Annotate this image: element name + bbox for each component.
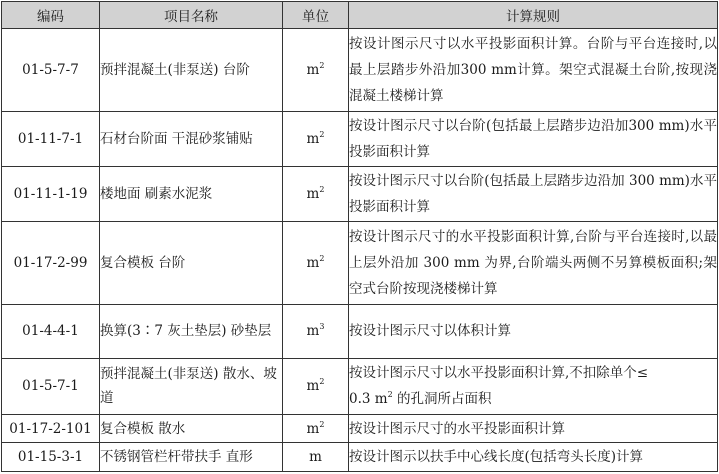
item-name: 预拌混凝土(非泵送) 散水、坡道 [100,358,283,414]
item-rule: 按设计图示尺寸的水平投影面积计算 [349,414,718,443]
table-row [2,166,718,221]
header-rule: 计算规则 [349,2,718,29]
item-code: 01-11-1-19 [2,166,100,221]
header-unit: 单位 [283,2,349,29]
item-rule: 按设计图示以扶手中心线长度(包括弯头长度)计算 [349,443,718,472]
item-unit: m [283,443,349,472]
item-unit: $m^2$ [283,414,349,443]
table-row [2,304,718,358]
item-unit: $m^2$ [283,358,349,414]
item-name: 石材台阶面 干混砂浆铺贴 [100,111,283,166]
item-rule: 按设计图示尺寸以水平投影面积计算。台阶与平台连接时,以最上层踏步外沿加300 mm计算。架空式混凝土台阶,按现浇混凝土楼梯计算 [349,29,718,112]
calculation-rules-table [1,1,718,472]
table-row [2,111,718,166]
item-code: 01-17-2-101 [2,414,100,443]
table-row [2,443,718,472]
item-code: 01-4-4-1 [2,304,100,358]
item-code: 01-17-2-99 [2,221,100,304]
item-code: 01-11-7-1 [2,111,100,166]
header-code: 编码 [2,2,100,29]
item-unit: $m^2$ [283,111,349,166]
item-rule: 按设计图示尺寸以台阶(包括最上层踏步边沿加 300 mm)水平投影面积计算 [349,166,718,221]
header-name: 项目名称 [100,2,283,29]
item-code: 01-15-3-1 [2,443,100,472]
item-rule: 按设计图示尺寸以台阶(包括最上层踏步边沿加300 mm)水平投影面积计算 [349,111,718,166]
item-name: 楼地面 刷素水泥浆 [100,166,283,221]
table-row [2,358,718,414]
item-name: 不锈钢管栏杆带扶手 直形 [100,443,283,472]
item-name: 预拌混凝土(非泵送) 台阶 [100,29,283,112]
item-unit: $m^2$ [283,166,349,221]
item-unit: $m^2$ [283,29,349,112]
table-row [2,221,718,304]
item-code: 01-5-7-7 [2,29,100,112]
table-header-row [2,2,718,29]
item-rule: 按设计图示尺寸以水平投影面积计算,不扣除单个≤ 0.3 $m^2$ 的孔洞所占面积 [349,358,718,414]
item-unit: $m^3$ [283,304,349,358]
item-name: 换算(3∶7 灰土垫层) 砂垫层 [100,304,283,358]
table-row [2,414,718,443]
item-rule: 按设计图示尺寸的水平投影面积计算,台阶与平台连接时,以最上层外沿加 300 mm 为界,台阶端头两侧不另算模板面积;架空式台阶按现浇楼梯计算 [349,221,718,304]
item-unit: $m^2$ [283,221,349,304]
item-rule: 按设计图示尺寸以体积计算 [349,304,718,358]
item-name: 复合模板 台阶 [100,221,283,304]
item-name: 复合模板 散水 [100,414,283,443]
table-row [2,29,718,112]
item-code: 01-5-7-1 [2,358,100,414]
